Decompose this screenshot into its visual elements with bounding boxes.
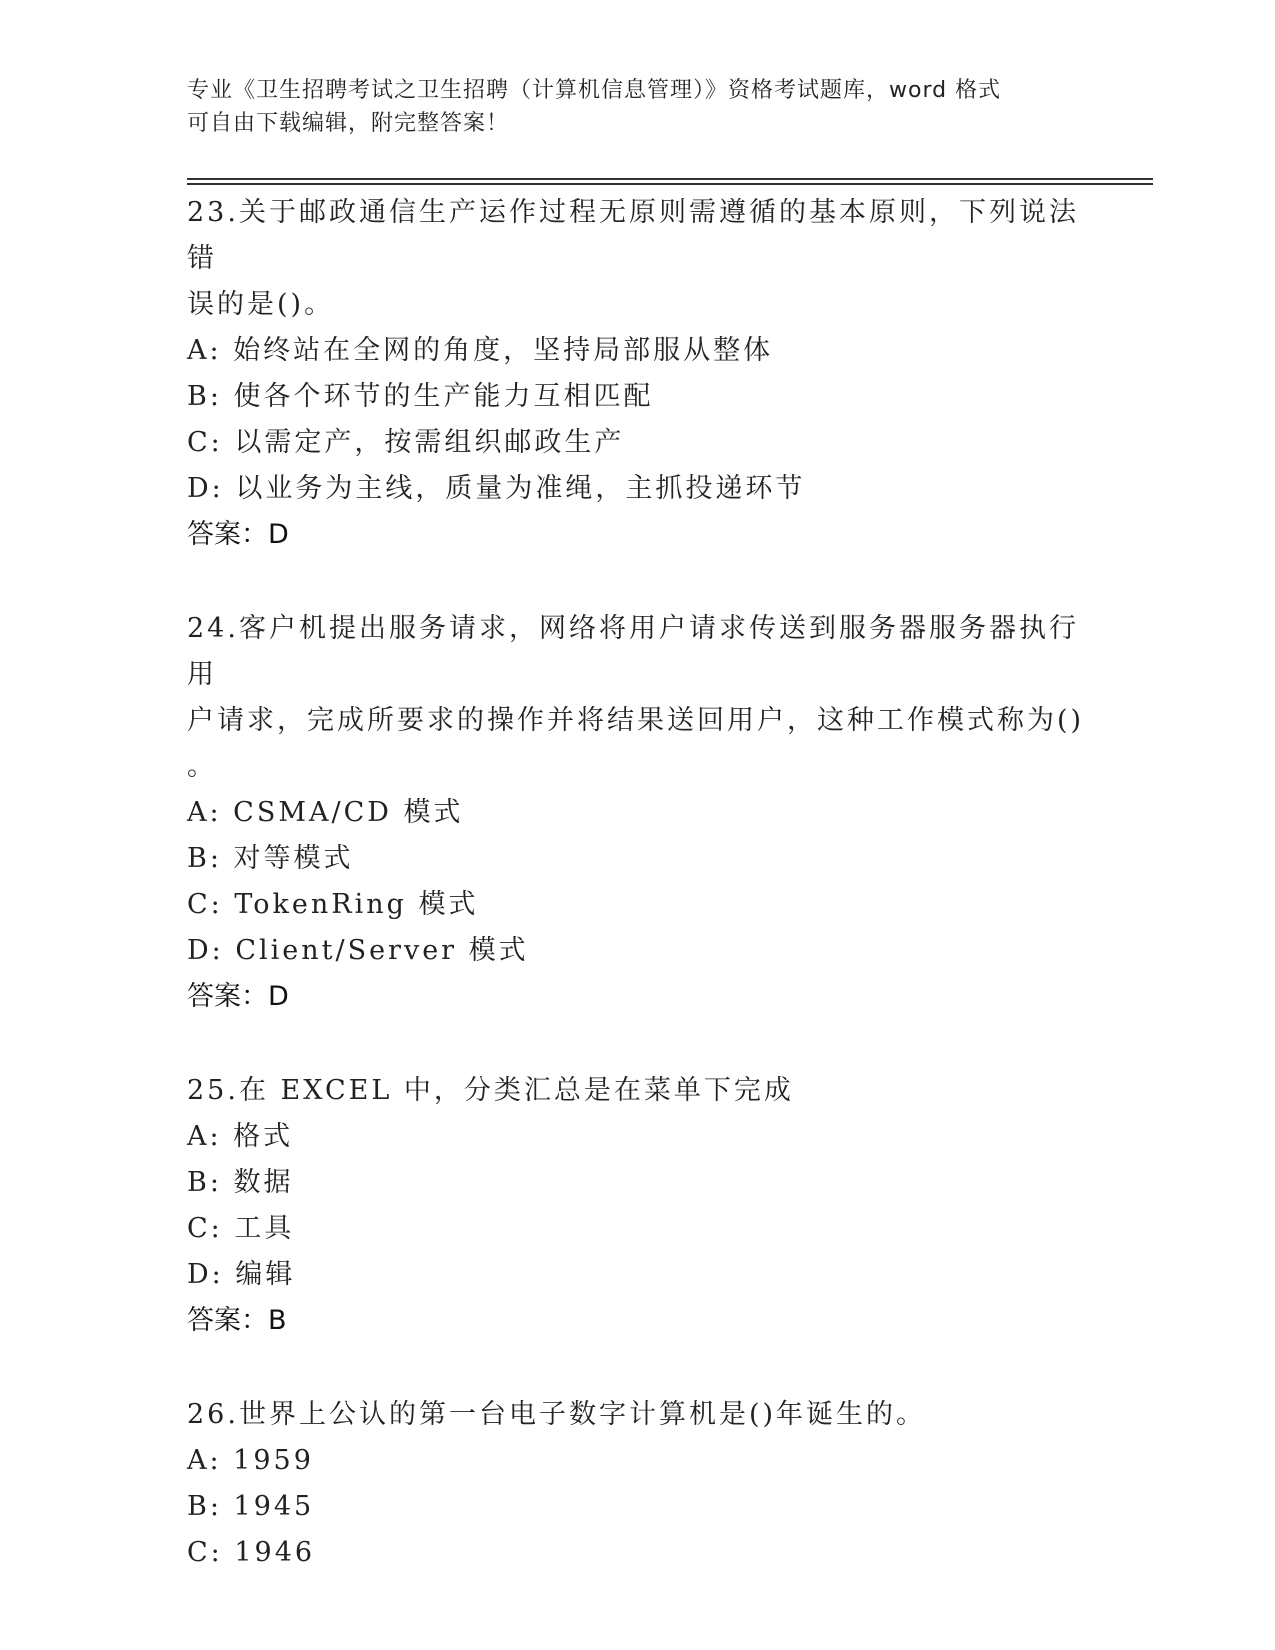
question-stem-line: 26.世界上公认的第一台电子数字计算机是()年诞生的。 — [187, 1399, 927, 1430]
option-b: B: 数据 — [187, 1167, 294, 1198]
header-divider-bottom — [187, 183, 1153, 185]
answer-label: 答案：D — [187, 519, 289, 550]
answer-label: 答案：D — [187, 981, 289, 1012]
option-d: D: Client/Server 模式 — [187, 935, 529, 966]
question-24 — [187, 606, 1087, 1020]
question-26 — [187, 1392, 1087, 1576]
option-a: A: 1959 — [187, 1445, 314, 1476]
question-stem-line: 户请求，完成所要求的操作并将结果送回用户，这种工作模式称为() — [187, 705, 1085, 736]
question-stem-line: 24.客户机提出服务请求，网络将用户请求传送到服务器服务器执行用 — [187, 613, 1079, 690]
option-a: A: 格式 — [187, 1121, 294, 1152]
option-c: C: TokenRing 模式 — [187, 889, 479, 920]
option-a: A: 始终站在全网的角度，坚持局部服从整体 — [187, 335, 774, 366]
header-line-1: 专业《卫生招聘考试之卫生招聘（计算机信息管理）》资格考试题库，word 格式 — [187, 78, 1002, 103]
question-stem-line: 。 — [187, 751, 217, 782]
question-stem-line: 误的是()。 — [187, 289, 335, 320]
option-b: B: 1945 — [187, 1491, 315, 1522]
answer-label: 答案：B — [187, 1305, 287, 1336]
option-a: A: CSMA/CD 模式 — [187, 797, 464, 828]
option-d: D: 编辑 — [187, 1259, 296, 1290]
question-25 — [187, 1068, 1087, 1344]
option-b: B: 对等模式 — [187, 843, 354, 874]
option-c: C: 工具 — [187, 1213, 295, 1244]
option-b: B: 使各个环节的生产能力互相匹配 — [187, 381, 654, 412]
question-stem-line: 23.关于邮政通信生产运作过程无原则需遵循的基本原则，下列说法错 — [187, 197, 1079, 274]
header-divider-top — [187, 178, 1153, 180]
question-stem-line: 25.在 EXCEL 中，分类汇总是在菜单下完成 — [187, 1075, 794, 1106]
question-spacer — [187, 1020, 1087, 1068]
document-header — [187, 74, 1087, 140]
header-line-2: 可自由下载编辑，附完整答案！ — [187, 111, 510, 136]
option-c: C: 以需定产，按需组织邮政生产 — [187, 427, 625, 458]
question-23 — [187, 190, 1087, 558]
question-spacer — [187, 558, 1087, 606]
question-list — [187, 190, 1087, 1576]
option-c: C: 1946 — [187, 1537, 316, 1568]
option-d: D: 以业务为主线，质量为准绳，主抓投递环节 — [187, 473, 806, 504]
question-spacer — [187, 1344, 1087, 1392]
